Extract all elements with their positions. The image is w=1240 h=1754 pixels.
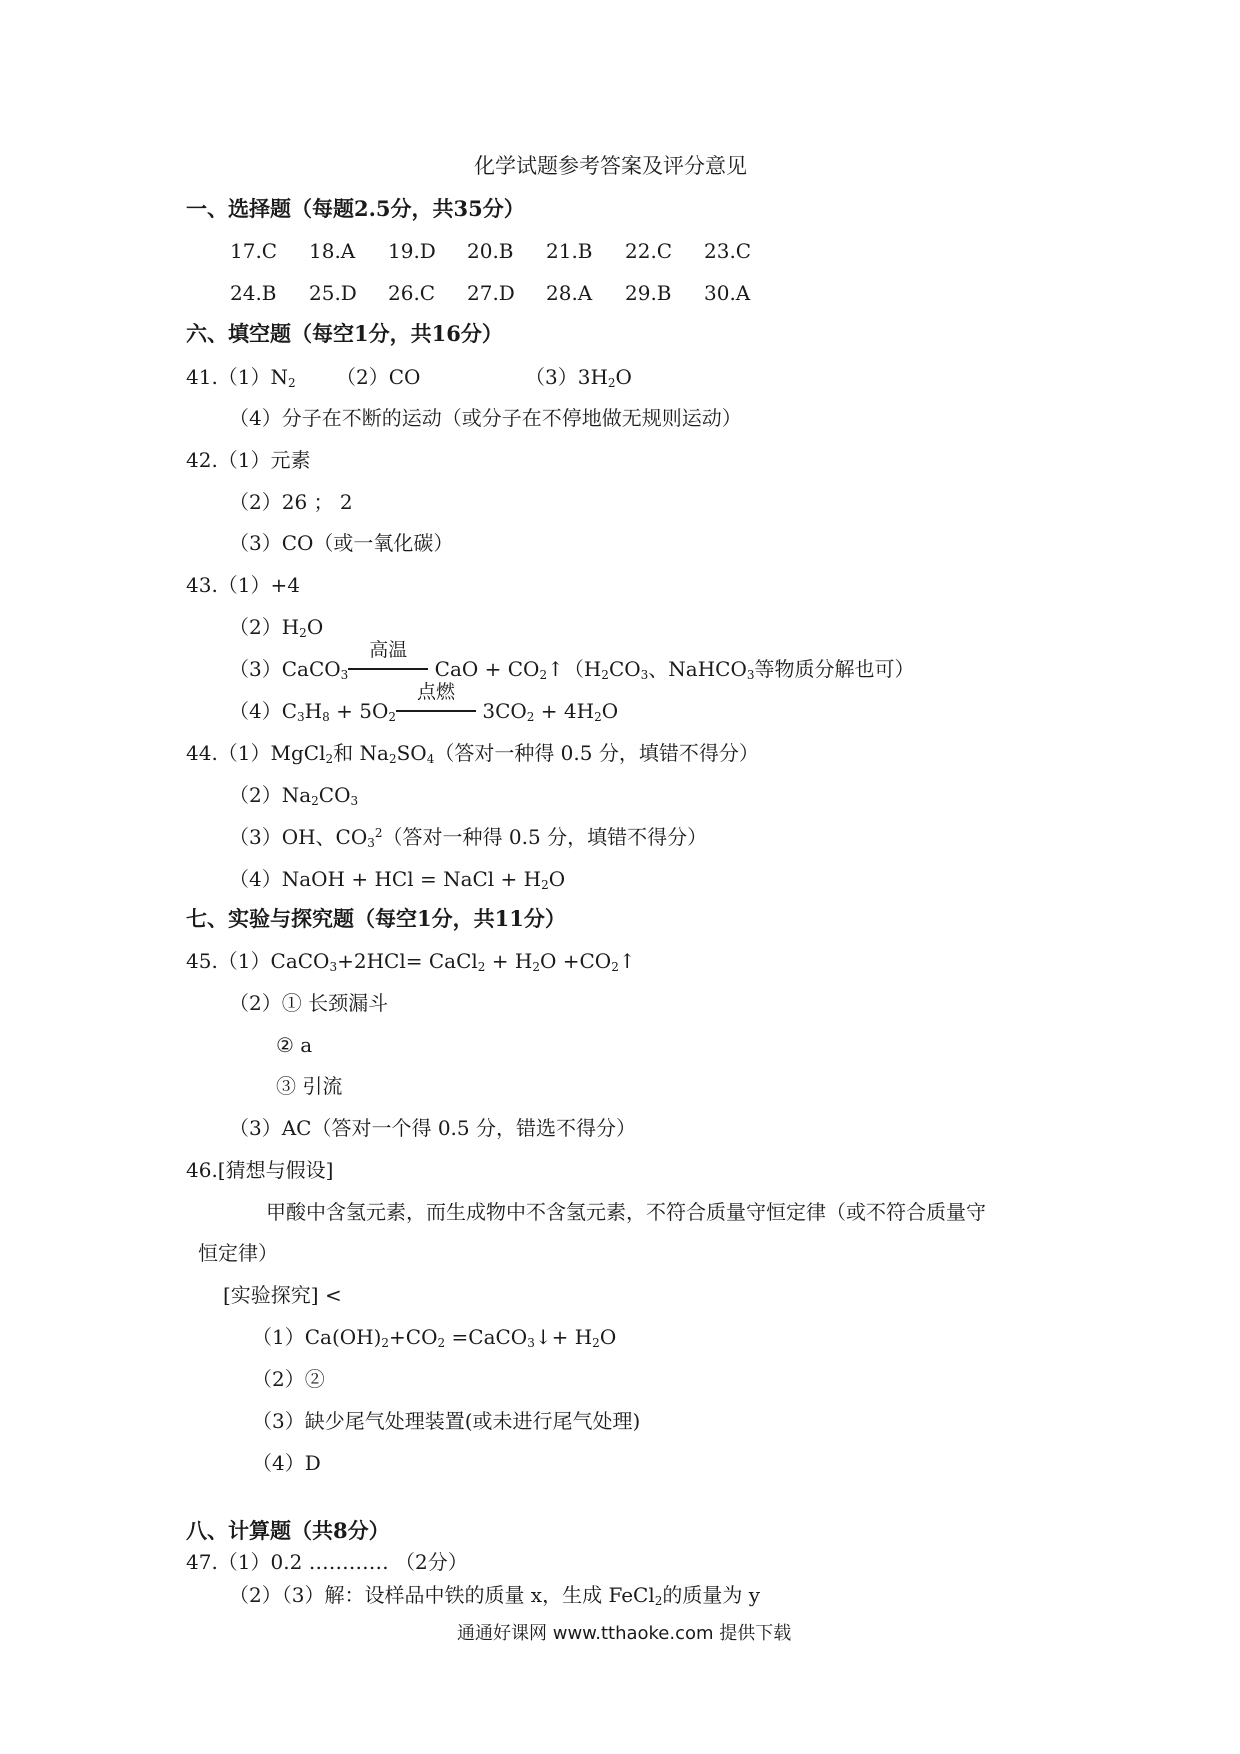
answer-item: 28.A	[546, 281, 593, 305]
answer-row-1	[230, 238, 783, 264]
q41-line1	[186, 364, 632, 390]
footer-source: 通通好课网 www.tthaoke.com 提供下载	[457, 1623, 792, 1644]
reaction-condition-ignite: 点燃	[396, 699, 476, 721]
section-heading-calc: 八、计算题（共8分）	[186, 1518, 390, 1543]
q43-line3: （3）CaCO$_3$ 高温 CaO + $CO_2↑(H_2CO_3$、NaHCO$_3$等物质分解也可）	[229, 639, 915, 682]
q45-line2: （2）① 长颈漏斗	[229, 991, 389, 1015]
page-title: 化学试题参考答案及评分意见	[474, 154, 747, 178]
q45-line4: ③ 引流	[276, 1074, 343, 1098]
q46-label: 46.[猜想与假设]	[186, 1158, 334, 1182]
q46-hypothesis-line1: 甲酸中含氢元素，而生成物中不含氢元素，不符合质量守恒定律（或不符合质量守	[266, 1200, 986, 1224]
answer-item: 27.D	[467, 281, 515, 305]
q43-line1: 43.（1）+4	[186, 573, 301, 597]
q45-line3: ② a	[276, 1033, 313, 1057]
answer-item: 18.A	[309, 239, 356, 263]
q46-hypothesis-line2: 恒定律）	[198, 1241, 278, 1265]
q42-line3: （3）CO（或一氧化碳）	[229, 531, 454, 555]
q47-line2: （2）（3）解：设样品中铁的质量 x，生成 FeCl$_2$的质量为 y	[229, 1583, 761, 1608]
q41-part1: $41.(1)N_2$	[186, 365, 296, 390]
q42-line2: （2）26 ； 2	[229, 490, 353, 514]
q45-line1: 45.（1）CaCO$_3$+2HCl= CaCl$_2$ + $H_2O$ $+CO_2↑$	[186, 949, 636, 974]
section-heading-choice: 一、选择题（每题2.5分，共35分）	[186, 196, 525, 221]
answer-row-2	[230, 280, 783, 306]
answer-item: 26.C	[388, 281, 436, 305]
reaction-condition-high-temp: 高温	[348, 657, 428, 679]
q43-line4: $(4)C_3H_8 + 5O_2$ 点燃 $3CO_2 + 4H_2O$	[229, 681, 619, 724]
section-heading-experiment: 七、实验与探究题（每空1分，共11分）	[186, 906, 566, 931]
q46-line-p1: $(1)Ca(OH)_2+CO_2$ =CaCO$_3$↓+ $H_2O$	[252, 1325, 617, 1350]
q46-line-p4: （4）D	[252, 1451, 321, 1475]
q42-line1: 42.（1）元素	[186, 448, 311, 472]
q44-line4: （4）NaOH + HCl = NaCl + $H_2O$	[229, 867, 566, 892]
answer-item: 29.B	[625, 281, 672, 305]
answer-item: 21.B	[546, 239, 593, 263]
q46-line-p3: （3）缺少尾气处理装置(或未进行尾气处理)	[252, 1409, 641, 1433]
answer-item: 22.C	[625, 239, 673, 263]
q43-line2: $(2)H_2O$	[229, 615, 324, 640]
answer-item: 23.C	[704, 239, 752, 263]
answer-item: 30.A	[704, 281, 751, 305]
q44-line3: （3）OH、$CO_3^2$（答对一种得 0.5 分，填错不得分）	[229, 825, 708, 850]
q44-line2: $(2)Na_2CO_3$	[229, 783, 359, 808]
q45-line5: （3）AC（答对一个得 0.5 分，错选不得分）	[229, 1116, 636, 1140]
q44-line1: 44.（1）MgCl$_2$和 $Na_2SO_4$（答对一种得 0.5 分，填错不得分）	[186, 741, 759, 766]
answer-item: 25.D	[309, 281, 357, 305]
answer-item: 24.B	[230, 281, 277, 305]
q46-line-p2: （2）②	[252, 1367, 325, 1391]
answer-item: 17.C	[230, 239, 278, 263]
section-heading-fill: 六、填空题（每空1分，共16分）	[186, 321, 503, 346]
q46-explore-label: [实验探究] <	[223, 1283, 342, 1307]
q41-part2: （2）CO	[336, 365, 421, 389]
q47-line1: 47.（1）0.2 ………… （2分）	[186, 1550, 468, 1574]
q41-line2: （4）分子在不断的运动（或分子在不停地做无规则运动）	[229, 406, 742, 430]
answer-item: 20.B	[467, 239, 514, 263]
q41-part3: $(3)3H_2O$	[525, 365, 632, 390]
answer-item: 19.D	[388, 239, 436, 263]
